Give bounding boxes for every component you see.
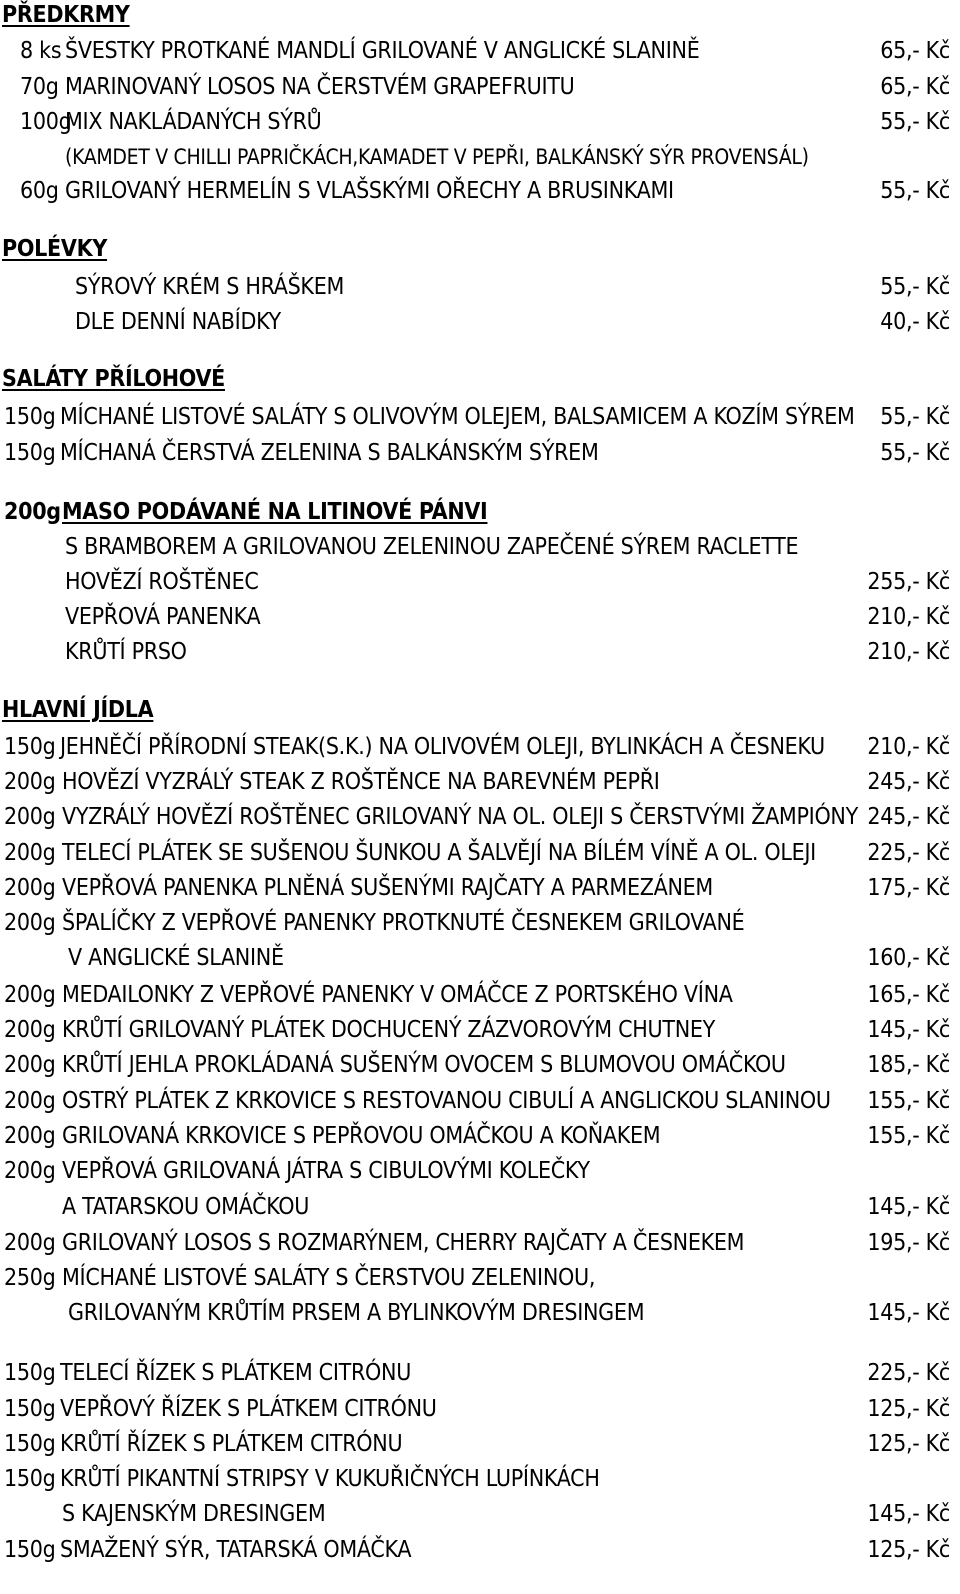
item-name: VYZRÁLÝ HOVĚZÍ ROŠTĚNEC GRILOVANÝ NA OL. OLEJI S ČERSTVÝMI ŽAMPIÓNY — [62, 804, 858, 830]
item-qty: 200g — [4, 1017, 56, 1043]
item-name: JEHNĚČÍ PŘÍRODNÍ STEAK(S.K.) NA OLIVOVÉM OLEJI, BYLINKÁCH A ČESNEKU — [60, 734, 825, 760]
item-price: 185,- Kč — [867, 1052, 950, 1078]
item-name: KRŮTÍ JEHLA PROKLÁDANÁ SUŠENÝM OVOCEM S BLUMOVOU OMÁČKOU — [62, 1052, 786, 1078]
menu-item — [0, 1499, 958, 1529]
item-price: 65,- Kč — [880, 74, 950, 100]
item-qty: 150g — [4, 1466, 56, 1492]
item-qty: 150g — [4, 1537, 56, 1563]
menu-item — [0, 72, 958, 102]
menu-item — [0, 1535, 958, 1565]
item-qty: 200g — [4, 910, 56, 936]
pan-section-subtitle — [0, 532, 958, 562]
item-name: GRILOVANÝM KRŮTÍM PRSEM A BYLINKOVÝM DRESINGEM — [68, 1300, 645, 1326]
item-name: HOVĚZÍ ROŠTĚNEC — [65, 569, 259, 595]
menu-item — [0, 1086, 958, 1116]
item-name: GRILOVANÝ HERMELÍN S VLAŠSKÝMI OŘECHY A BRUSINKAMI — [65, 178, 674, 204]
menu-item — [0, 1228, 958, 1258]
menu-item — [0, 1298, 958, 1328]
menu-item — [0, 1050, 958, 1080]
item-price: 145,- Kč — [867, 1501, 950, 1527]
item-price: 155,- Kč — [867, 1088, 950, 1114]
item-name: KRŮTÍ GRILOVANÝ PLÁTEK DOCHUCENÝ ZÁZVOROVÝM CHUTNEY — [62, 1017, 716, 1043]
item-price: 210,- Kč — [867, 604, 950, 630]
menu-item — [0, 637, 958, 667]
menu-item — [0, 1121, 958, 1151]
menu-item — [0, 1394, 958, 1424]
item-price: 55,- Kč — [880, 274, 950, 300]
item-name: TELECÍ ŘÍZEK S PLÁTKEM CITRÓNU — [60, 1360, 412, 1386]
item-name: KRŮTÍ ŘÍZEK S PLÁTKEM CITRÓNU — [60, 1431, 403, 1457]
menu-item — [0, 402, 958, 432]
menu-item — [0, 438, 958, 468]
menu-item — [0, 908, 958, 938]
item-qty: 150g — [4, 440, 56, 466]
item-name: TELECÍ PLÁTEK SE SUŠENOU ŠUNKOU A ŠALVĚJÍ NA BÍLÉM VÍNĚ A OL. OLEJI — [62, 840, 816, 866]
item-price: 125,- Kč — [867, 1431, 950, 1457]
menu-item — [0, 567, 958, 597]
menu-item — [0, 838, 958, 868]
item-qty: 150g — [4, 1431, 56, 1457]
item-qty: 200g — [4, 1230, 56, 1256]
item-qty: 70g — [20, 74, 59, 100]
item-name: VEPŘOVÁ GRILOVANÁ JÁTRA S CIBULOVÝMI KOLEČKY — [62, 1158, 590, 1184]
menu-item — [0, 1263, 958, 1293]
menu-item — [0, 1429, 958, 1459]
item-price: 160,- Kč — [867, 945, 950, 971]
item-qty: 200g — [4, 1158, 56, 1184]
item-note: (KAMDET V CHILLI PAPRIČKÁCH,KAMADET V PEPŘI, BALKÁNSKÝ SÝR PROVENSÁL) — [65, 145, 809, 169]
menu-item — [0, 602, 958, 632]
item-name: GRILOVANÁ KRKOVICE S PEPŘOVOU OMÁČKOU A KOŇAKEM — [62, 1123, 661, 1149]
item-price: 155,- Kč — [867, 1123, 950, 1149]
item-price: 245,- Kč — [867, 804, 950, 830]
item-qty: 200g — [4, 840, 56, 866]
item-name: GRILOVANÝ LOSOS S ROZMARÝNEM, CHERRY RAJČATY A ČESNEKEM — [62, 1230, 745, 1256]
item-price: 65,- Kč — [880, 38, 950, 64]
menu-item — [0, 307, 958, 337]
item-price: 210,- Kč — [867, 639, 950, 665]
item-price: 245,- Kč — [867, 769, 950, 795]
item-price: 55,- Kč — [880, 109, 950, 135]
item-name: MARINOVANÝ LOSOS NA ČERSTVÉM GRAPEFRUITU — [65, 74, 575, 100]
item-qty: 200g — [4, 875, 56, 901]
menu-item — [0, 272, 958, 302]
item-qty: 250g — [4, 1265, 56, 1291]
menu-item — [0, 1358, 958, 1388]
item-price: 55,- Kč — [880, 440, 950, 466]
item-name: MIX NAKLÁDANÝCH SÝRŮ — [65, 109, 322, 135]
item-price: 210,- Kč — [867, 734, 950, 760]
item-price: 55,- Kč — [880, 404, 950, 430]
item-price: 40,- Kč — [880, 309, 950, 335]
item-price: 225,- Kč — [867, 840, 950, 866]
section-title-predkrmy: PŘEDKRMY — [2, 2, 130, 28]
item-name: ŠPALÍČKY Z VEPŘOVÉ PANENKY PROTKNUTÉ ČESNEKEM GRILOVANÉ — [62, 910, 745, 936]
item-qty: 150g — [4, 1396, 56, 1422]
section-title-panev: MASO PODÁVANÉ NA LITINOVÉ PÁNVI — [62, 499, 488, 525]
item-qty: 200g — [4, 982, 56, 1008]
item-name: KRŮTÍ PRSO — [65, 639, 187, 665]
item-qty: 200g — [4, 804, 56, 830]
section-title-salaty: SALÁTY PŘÍLOHOVÉ — [2, 366, 226, 392]
menu-item — [0, 1015, 958, 1045]
item-price: 145,- Kč — [867, 1194, 950, 1220]
item-price: 145,- Kč — [867, 1017, 950, 1043]
item-name: VEPŘOVÝ ŘÍZEK S PLÁTKEM CITRÓNU — [60, 1396, 437, 1422]
item-name: A TATARSKOU OMÁČKOU — [62, 1194, 310, 1220]
item-qty: 150g — [4, 734, 56, 760]
item-price: 125,- Kč — [867, 1537, 950, 1563]
item-name: VEPŘOVÁ PANENKA — [65, 604, 261, 630]
menu-item — [0, 176, 958, 206]
item-qty: 150g — [4, 404, 56, 430]
item-price: 125,- Kč — [867, 1396, 950, 1422]
menu-item — [0, 36, 958, 66]
item-qty: 100g — [20, 109, 72, 135]
menu-item — [0, 107, 958, 137]
item-name: KRŮTÍ PIKANTNÍ STRIPSY V KUKUŘIČNÝCH LUPÍNKÁCH — [60, 1466, 600, 1492]
item-qty: 200g — [4, 1052, 56, 1078]
item-price: 55,- Kč — [880, 178, 950, 204]
menu-item — [0, 802, 958, 832]
section-title-polevky: POLÉVKY — [2, 236, 108, 262]
item-name: DLE DENNÍ NABÍDKY — [75, 309, 281, 335]
item-name: VEPŘOVÁ PANENKA PLNĚNÁ SUŠENÝMI RAJČATY A PARMEZÁNEM — [62, 875, 713, 901]
menu-item — [0, 943, 958, 973]
item-qty: 200g — [4, 499, 61, 525]
item-qty: 200g — [4, 1123, 56, 1149]
menu-item — [0, 1464, 958, 1494]
item-name: OSTRÝ PLÁTEK Z KRKOVICE S RESTOVANOU CIBULÍ A ANGLICKOU SLANINOU — [62, 1088, 831, 1114]
item-price: 225,- Kč — [867, 1360, 950, 1386]
item-name: MÍCHANÉ LISTOVÉ SALÁTY S ČERSTVOU ZELENINOU, — [62, 1265, 596, 1291]
section-title-hlavni: HLAVNÍ JÍDLA — [2, 697, 154, 723]
item-price: 175,- Kč — [867, 875, 950, 901]
menu-item — [0, 767, 958, 797]
item-qty: 60g — [20, 178, 59, 204]
menu-item — [0, 980, 958, 1010]
item-price: 195,- Kč — [867, 1230, 950, 1256]
item-name: HOVĚZÍ VYZRÁLÝ STEAK Z ROŠTĚNCE NA BAREVNÉM PEPŘI — [62, 769, 660, 795]
item-name: MÍCHANÁ ČERSTVÁ ZELENINA S BALKÁNSKÝM SÝREM — [60, 440, 599, 466]
menu-item — [0, 732, 958, 762]
item-qty: 8 ks — [20, 38, 62, 64]
item-note: S BRAMBOREM A GRILOVANOU ZELENINOU ZAPEČENÉ SÝREM RACLETTE — [65, 534, 799, 560]
item-name: ŠVESTKY PROTKANÉ MANDLÍ GRILOVANÉ V ANGLICKÉ SLANINĚ — [65, 38, 700, 64]
item-price: 145,- Kč — [867, 1300, 950, 1326]
menu-item-note — [0, 142, 958, 172]
item-name: V ANGLICKÉ SLANINĚ — [68, 945, 284, 971]
item-qty: 200g — [4, 1088, 56, 1114]
item-name: S KAJENSKÝM DRESINGEM — [62, 1501, 326, 1527]
item-qty: 150g — [4, 1360, 56, 1386]
item-name: SMAŽENÝ SÝR, TATARSKÁ OMÁČKA — [60, 1537, 412, 1563]
item-qty: 200g — [4, 769, 56, 795]
item-price: 165,- Kč — [867, 982, 950, 1008]
item-name: MEDAILONKY Z VEPŘOVÉ PANENKY V OMÁČCE Z PORTSKÉHO VÍNA — [62, 982, 733, 1008]
item-name: SÝROVÝ KRÉM S HRÁŠKEM — [75, 274, 345, 300]
pan-section-header — [0, 497, 958, 527]
item-name: MÍCHANÉ LISTOVÉ SALÁTY S OLIVOVÝM OLEJEM, BALSAMICEM A KOZÍM SÝREM — [60, 404, 855, 430]
menu-item — [0, 1156, 958, 1186]
item-price: 255,- Kč — [867, 569, 950, 595]
menu-item — [0, 873, 958, 903]
menu-item — [0, 1192, 958, 1222]
